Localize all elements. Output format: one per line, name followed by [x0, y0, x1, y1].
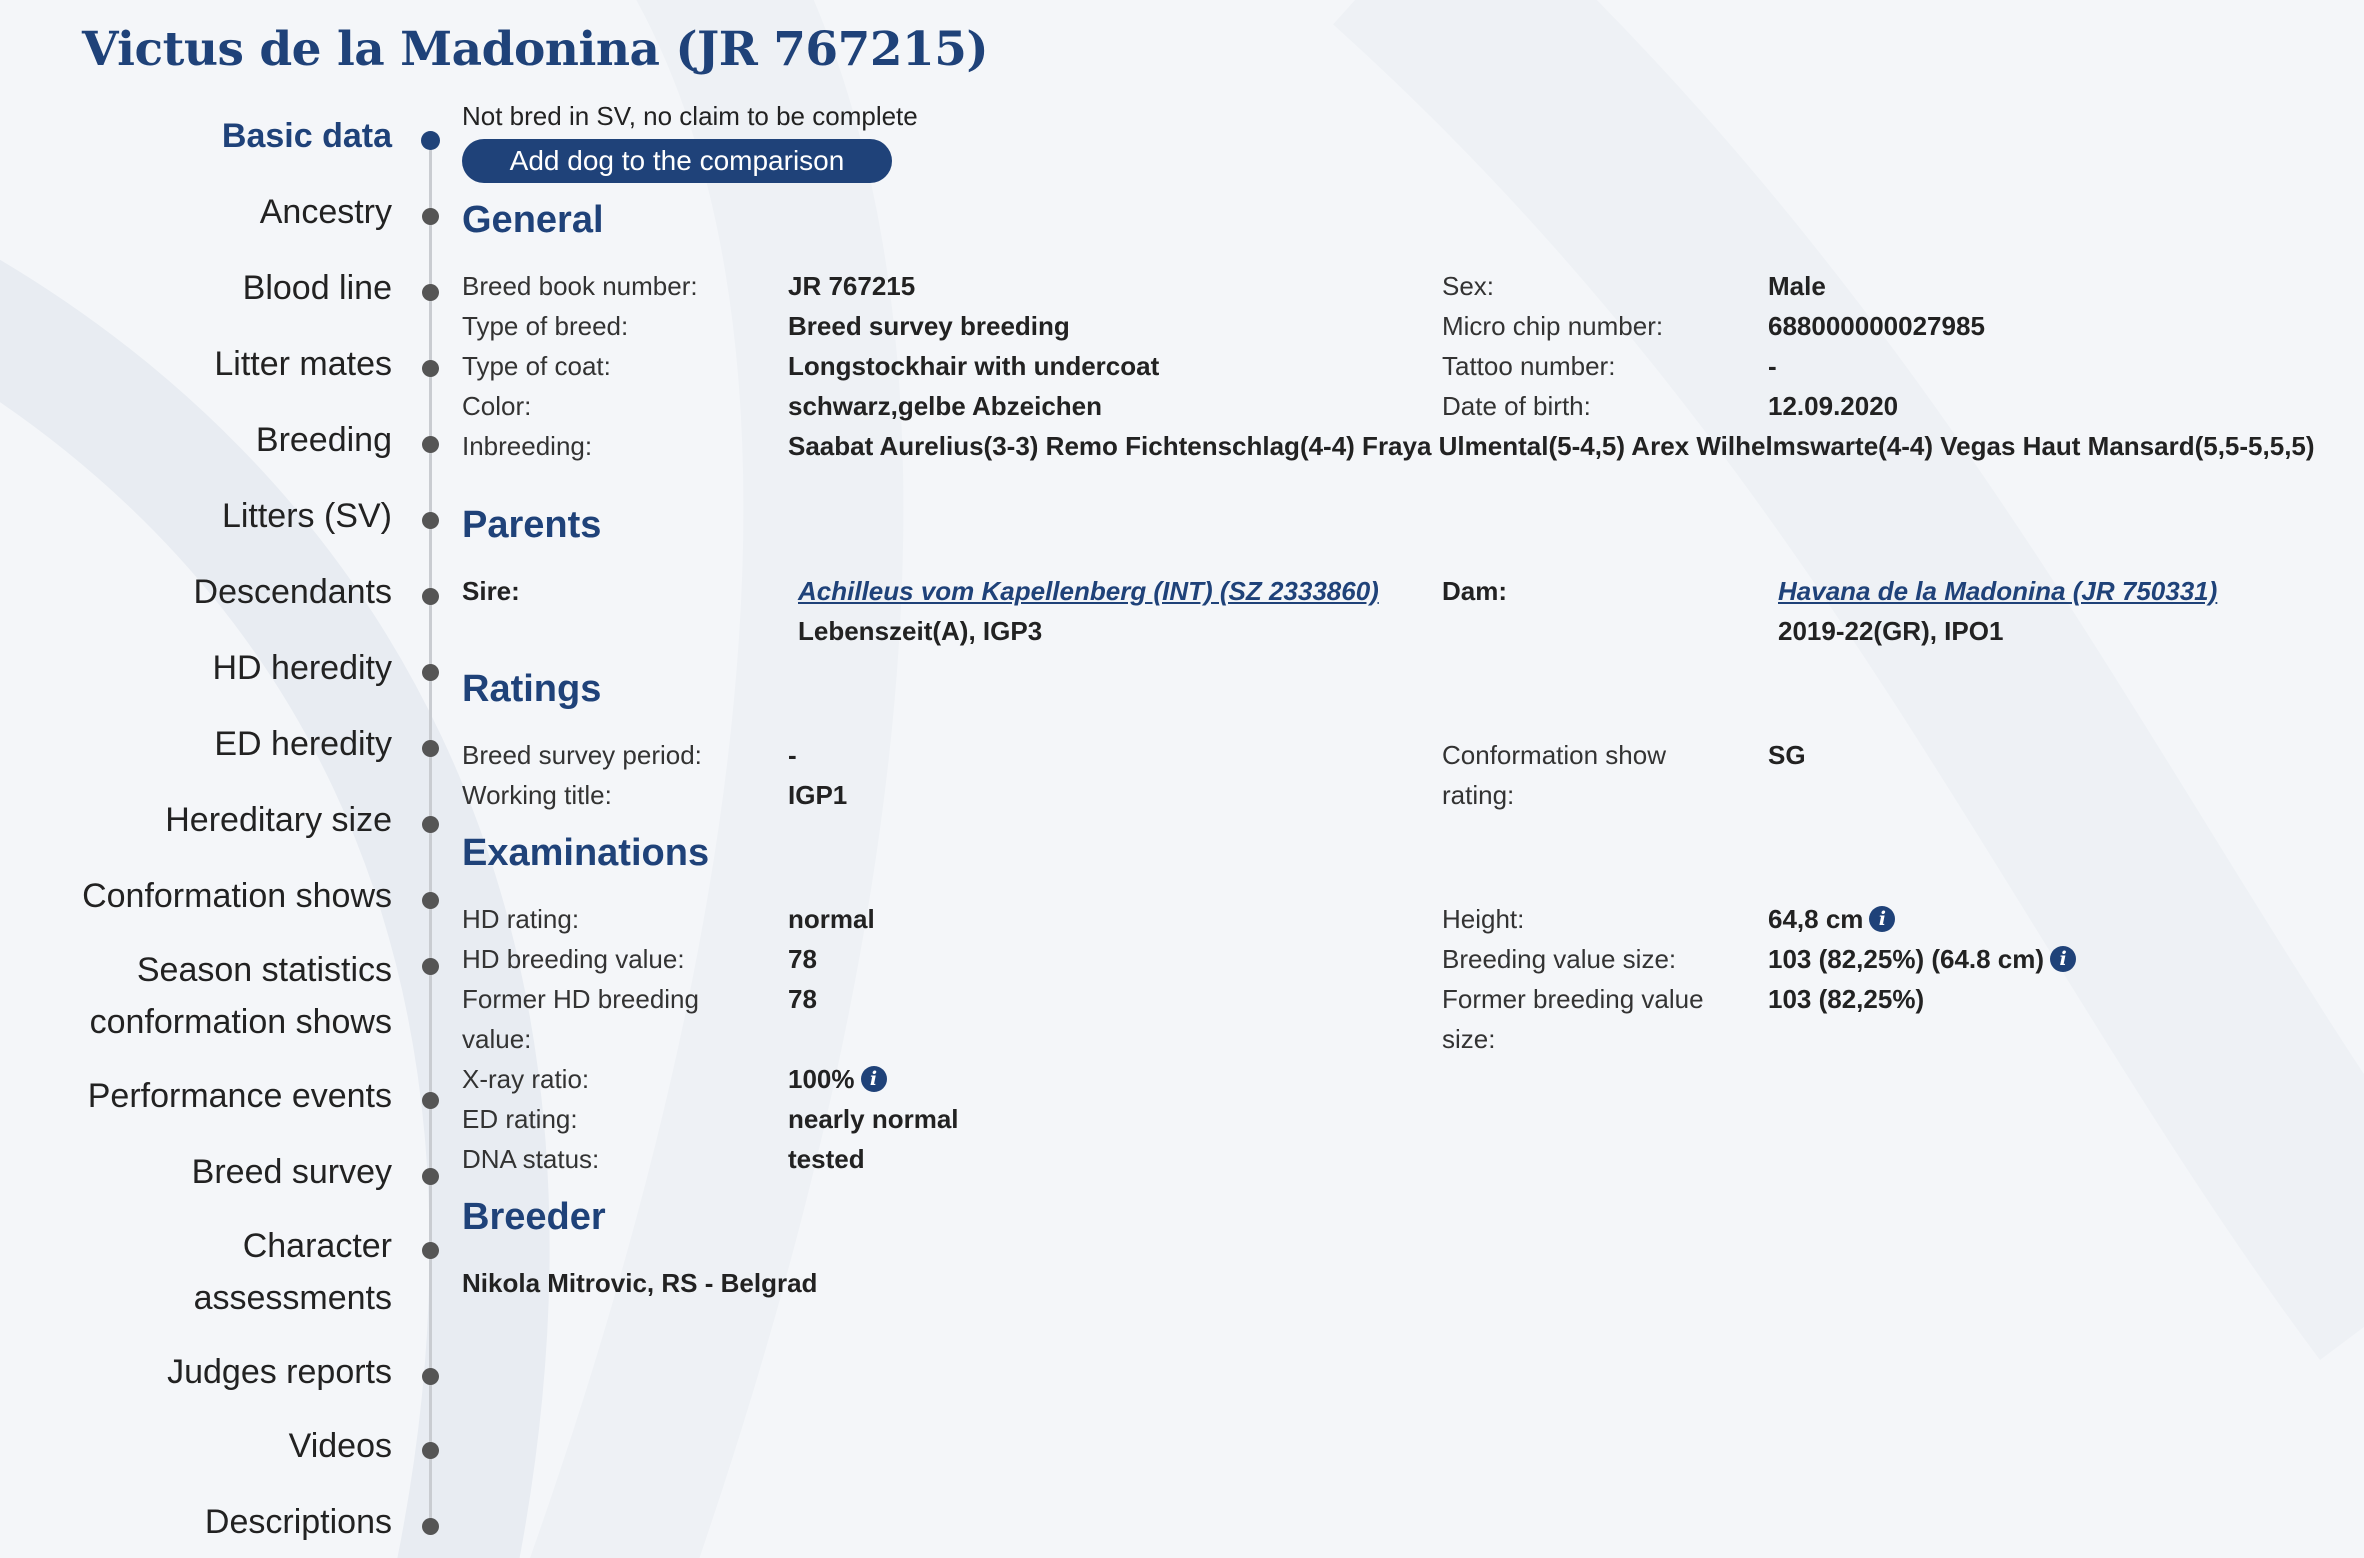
height-label: Height:	[1442, 904, 1525, 934]
dam-link[interactable]: Havana de la Madonina (JR 750331)	[1778, 576, 2218, 606]
former-breeding-value-size-value: 103 (82,25%)	[1768, 984, 1925, 1014]
sex-value: Male	[1768, 271, 1826, 301]
section-heading-breeder: Breeder	[462, 1196, 606, 1238]
section-heading-general: General	[462, 199, 604, 241]
breed-book-label: Breed book number:	[462, 271, 698, 301]
breed-survey-period-label: Breed survey period:	[462, 740, 702, 770]
nav-dot-litter-mates[interactable]	[422, 360, 439, 377]
nav-item-litters[interactable]: Litters (SV)	[221, 497, 392, 535]
nav-item-season-statistics[interactable]: Season statistics	[136, 951, 392, 989]
nav-item-ancestry[interactable]: Ancestry	[259, 193, 392, 231]
nav-item-judges-reports[interactable]: Judges reports	[167, 1353, 392, 1391]
nav-item-conformation-shows[interactable]: Conformation shows	[82, 877, 392, 915]
working-title-label: Working title:	[462, 780, 612, 810]
nav-dot-descriptions[interactable]	[422, 1518, 439, 1535]
nav-timeline-line	[429, 140, 432, 1530]
dam-info: 2019-22(GR), IPO1	[1778, 616, 2004, 646]
former-breeding-value-size-label: Former breeding value	[1442, 984, 1704, 1014]
former-hd-breeding-label: Former HD breeding	[462, 984, 699, 1014]
ed-rating-value: nearly normal	[788, 1104, 959, 1134]
former-breeding-value-size-label-line2: size:	[1442, 1024, 1496, 1054]
nav-item-ed-heredity[interactable]: ED heredity	[214, 725, 392, 763]
nav-dot-descendants[interactable]	[422, 588, 439, 605]
nav-dot-litters[interactable]	[422, 512, 439, 529]
hd-rating-value: normal	[788, 904, 875, 934]
color-label: Color:	[462, 391, 532, 421]
breeding-value-size-value: 103 (82,25%) (64.8 cm)	[1768, 944, 2045, 974]
breeding-value-info-icon[interactable]: i	[2050, 946, 2076, 972]
nav-item-basic-data[interactable]: Basic data	[221, 117, 392, 155]
conformation-rating-value: SG	[1768, 740, 1806, 770]
type-of-coat-value: Longstockhair with undercoat	[788, 351, 1160, 381]
dna-status-label: DNA status:	[462, 1144, 600, 1174]
nav-dot-ancestry[interactable]	[422, 208, 439, 225]
chip-number-label: Micro chip number:	[1442, 311, 1664, 341]
nav-item-hd-heredity[interactable]: HD heredity	[212, 649, 392, 687]
add-to-comparison-button[interactable]: Add dog to the comparison	[462, 139, 892, 183]
nav-item-hereditary-size[interactable]: Hereditary size	[165, 801, 392, 839]
working-title-value: IGP1	[788, 780, 848, 810]
section-heading-ratings: Ratings	[462, 668, 602, 710]
inbreeding-value: Saabat Aurelius(3-3) Remo Fichtenschlag(4-4) Fraya Ulmental(5-4,5) Arex Wilhelmswarte(4-4) Vegas Haut Mansard(5,5-5,5,5)	[788, 431, 2315, 461]
type-of-breed-label: Type of breed:	[462, 311, 629, 341]
nav-item-litter-mates[interactable]: Litter mates	[214, 345, 392, 383]
breeder-value: Nikola Mitrovic, RS - Belgrad	[462, 1268, 818, 1298]
xray-ratio-row	[788, 1059, 887, 1099]
page-title: Victus de la Madonina (JR 767215)	[82, 22, 989, 77]
tattoo-number-value: -	[1768, 351, 1777, 381]
nav-item-breed-survey[interactable]: Breed survey	[191, 1153, 392, 1191]
ed-rating-label: ED rating:	[462, 1104, 578, 1134]
type-of-coat-label: Type of coat:	[462, 351, 611, 381]
xray-ratio-label: X-ray ratio:	[462, 1064, 590, 1094]
hd-breeding-value-value: 78	[788, 944, 817, 974]
hd-breeding-value-label: HD breeding value:	[462, 944, 685, 974]
breeding-value-size-row	[1768, 939, 2076, 979]
chip-number-value: 688000000027985	[1768, 311, 1985, 341]
former-hd-breeding-label-line2: value:	[462, 1024, 532, 1054]
dam-label: Dam:	[1442, 576, 1508, 606]
section-heading-parents: Parents	[462, 504, 602, 546]
conformation-rating-label: Conformation show	[1442, 740, 1666, 770]
color-value: schwarz,gelbe Abzeichen	[788, 391, 1103, 421]
nav-dot-basic-data[interactable]	[421, 131, 440, 150]
nav-dot-conformation-shows[interactable]	[422, 892, 439, 909]
nav-item-blood-line[interactable]: Blood line	[242, 269, 392, 307]
xray-ratio-value: 100%	[788, 1064, 855, 1094]
dna-status-value: tested	[788, 1144, 865, 1174]
inbreeding-label: Inbreeding:	[462, 431, 593, 461]
breed-book-value: JR 767215	[788, 271, 916, 301]
hd-rating-label: HD rating:	[462, 904, 580, 934]
nav-item-videos[interactable]: Videos	[288, 1427, 392, 1465]
nav-item-season-statistics-line2[interactable]: conformation shows	[89, 1003, 392, 1041]
nav-dot-breed-survey[interactable]	[422, 1168, 439, 1185]
nav-dot-hd-heredity[interactable]	[422, 664, 439, 681]
type-of-breed-value: Breed survey breeding	[788, 311, 1070, 341]
nav-dot-hereditary-size[interactable]	[422, 816, 439, 833]
breeding-value-size-label: Breeding value size:	[1442, 944, 1677, 974]
sire-label: Sire:	[462, 576, 520, 606]
nav-dot-performance-events[interactable]	[422, 1092, 439, 1109]
conformation-rating-label-line2: rating:	[1442, 780, 1515, 810]
date-of-birth-value: 12.09.2020	[1768, 391, 1899, 421]
date-of-birth-label: Date of birth:	[1442, 391, 1591, 421]
height-info-icon[interactable]: i	[1869, 906, 1895, 932]
sire-link[interactable]: Achilleus vom Kapellenberg (INT) (SZ 2333860)	[798, 576, 1379, 606]
nav-item-character-line2[interactable]: assessments	[193, 1279, 392, 1317]
nav-dot-judges-reports[interactable]	[422, 1368, 439, 1385]
sire-info: Lebenszeit(A), IGP3	[798, 616, 1043, 646]
height-value: 64,8 cm	[1768, 904, 1864, 934]
nav-dot-ed-heredity[interactable]	[422, 740, 439, 757]
nav-item-descendants[interactable]: Descendants	[193, 573, 392, 611]
height-row	[1768, 899, 1895, 939]
breed-survey-period-value: -	[788, 740, 797, 770]
nav-item-character[interactable]: Character	[242, 1227, 392, 1265]
section-heading-examinations: Examinations	[462, 832, 710, 874]
nav-dot-season-statistics[interactable]	[422, 958, 439, 975]
nav-item-descriptions[interactable]: Descriptions	[204, 1503, 392, 1541]
nav-item-performance-events[interactable]: Performance events	[87, 1077, 392, 1115]
nav-item-breeding[interactable]: Breeding	[255, 421, 392, 459]
nav-dot-videos[interactable]	[422, 1442, 439, 1459]
sex-label: Sex:	[1442, 271, 1495, 301]
nav-dot-breeding[interactable]	[422, 436, 439, 453]
xray-info-icon[interactable]: i	[861, 1066, 887, 1092]
nav-dot-blood-line[interactable]	[422, 284, 439, 301]
former-hd-breeding-value: 78	[788, 984, 817, 1014]
disclaimer-note: Not bred in SV, no claim to be complete	[462, 101, 918, 131]
nav-dot-character[interactable]	[422, 1242, 439, 1259]
tattoo-number-label: Tattoo number:	[1442, 351, 1616, 381]
